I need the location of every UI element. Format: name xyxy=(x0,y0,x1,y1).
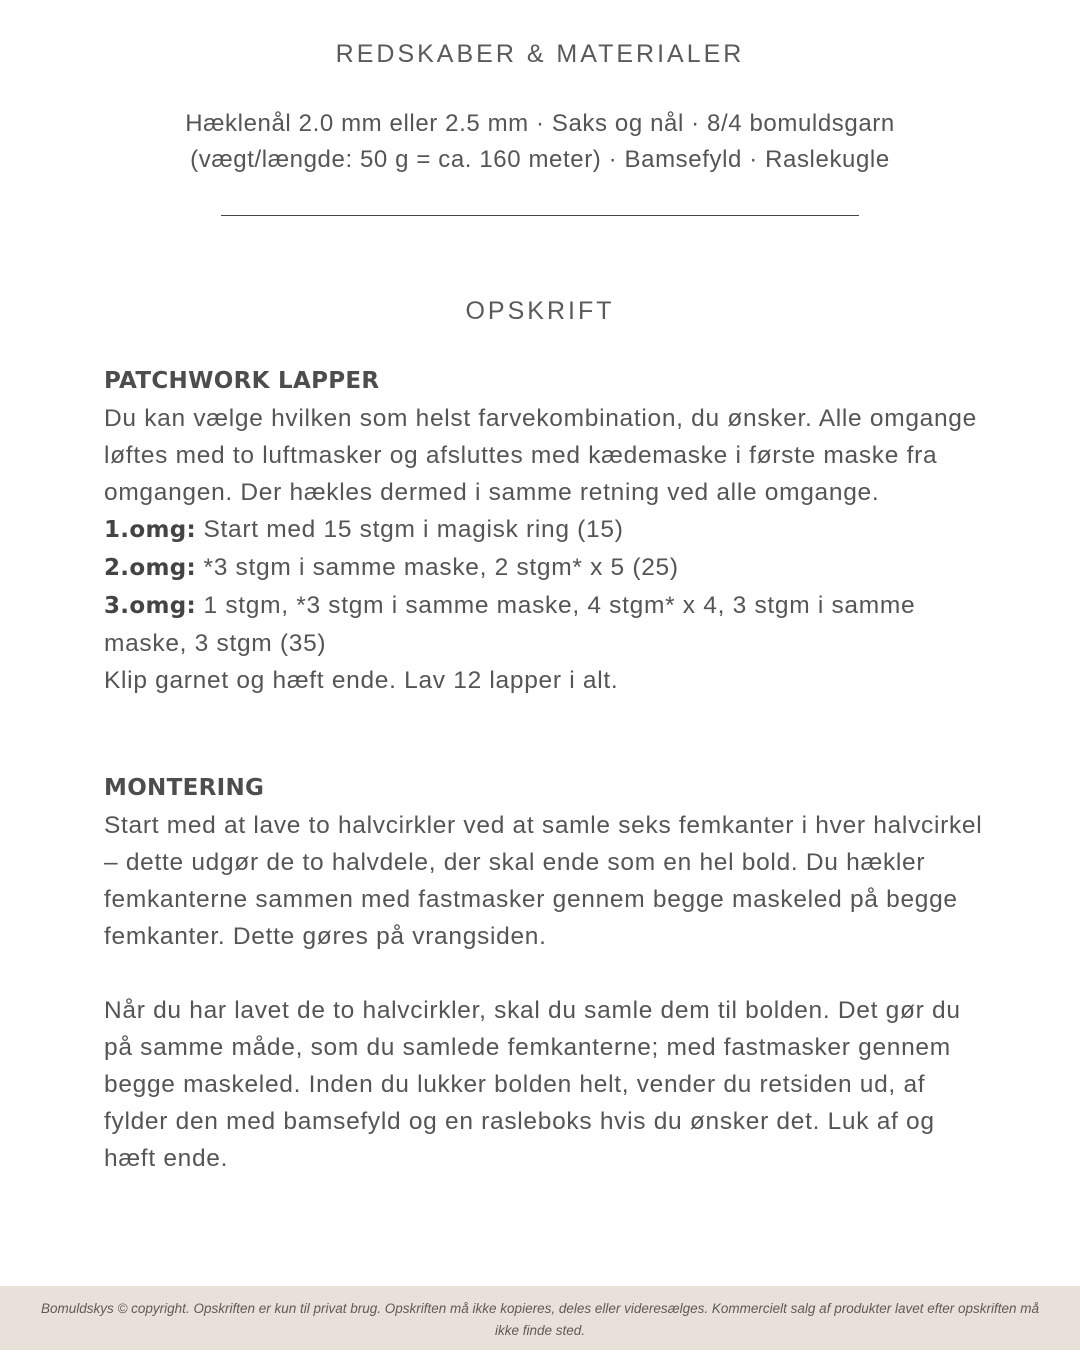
round-text: 1 stgm, *3 stgm i samme maske, 4 stgm* x 4, 3 stgm i samme maske, 3 stgm (35) xyxy=(104,592,916,657)
montering-heading: MONTERING xyxy=(104,775,265,801)
round-label: 1.omg: xyxy=(104,517,196,543)
montering-section-2 xyxy=(104,992,984,1177)
round-2 xyxy=(104,549,984,587)
section-divider xyxy=(221,215,859,216)
round-3 xyxy=(104,587,984,662)
montering-paragraph-2: Når du har lavet de to halvcirkler, skal du samle dem til bolden. Det gør du på samme måde, som du samlede femkanterne; med fastmasker gennem begge maskeled. Inden du lukker bolden helt, vender du retsiden ud, af fylder den med bamsefyld og en rasleboks hvis du ønsker det. Luk af og hæft ende. xyxy=(104,997,961,1172)
round-text: *3 stgm i samme maske, 2 stgm* x 5 (25) xyxy=(195,554,679,581)
round-text: Start med 15 stgm i magisk ring (15) xyxy=(195,516,624,543)
patchwork-section xyxy=(104,363,984,699)
montering-section xyxy=(104,770,984,955)
materials-title: REDSKABER & MATERIALER xyxy=(335,40,745,68)
patchwork-closing: Klip garnet og hæft ende. Lav 12 lapper i alt. xyxy=(104,667,619,694)
round-label: 2.omg: xyxy=(104,555,196,581)
recipe-title: OPSKRIFT xyxy=(465,297,615,325)
materials-line-2: (vægt/længde: 50 g = ca. 160 meter) · Bamsefyld · Raslekugle xyxy=(190,146,890,173)
round-1 xyxy=(104,511,984,549)
patchwork-heading: PATCHWORK LAPPER xyxy=(104,368,380,394)
materials-list xyxy=(100,106,980,178)
montering-paragraph-1: Start med at lave to halvcirkler ved at samle seks femkanter i hver halvcirkel – dette udgør de to halvdele, der skal ende som en hel bold. Du hækler femkanterne sammen med fastmasker gennem begge maskeled på begge femkanter. Dette gøres på vrangsiden. xyxy=(104,812,983,950)
copyright-notice: Bomuldskys © copyright. Opskriften er kun til privat brug. Opskriften må ikke kopieres, deles eller videresælges. Kommercielt salg af produkter lavet efter opskriften må ikke finde sted. xyxy=(40,1301,1040,1338)
patchwork-intro: Du kan vælge hvilken som helst farvekombination, du ønsker. Alle omgange løftes med to luftmasker og afsluttes med kædemaske i første maske fra omgangen. Der hækles dermed i samme retning ved alle omgange. xyxy=(104,405,977,506)
footer xyxy=(0,1286,1080,1350)
round-label: 3.omg: xyxy=(104,593,196,619)
materials-line-1: Hæklenål 2.0 mm eller 2.5 mm · Saks og nål · 8/4 bomuldsgarn xyxy=(185,110,895,137)
